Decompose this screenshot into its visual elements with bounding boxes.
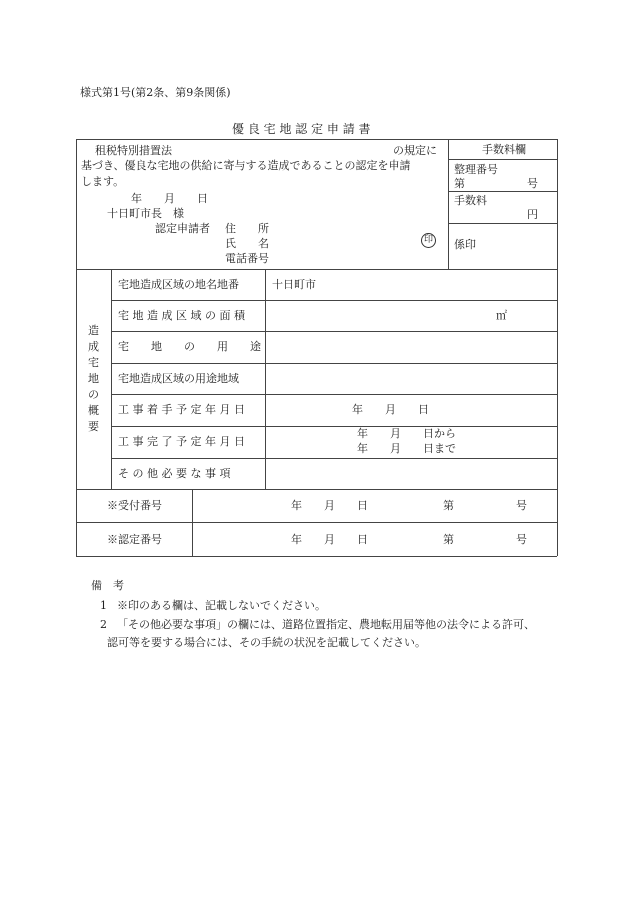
fee-box-header: 手数料欄 <box>482 143 526 156</box>
side-char: 造 <box>88 324 99 337</box>
side-char: 地 <box>88 372 99 385</box>
side-char: 要 <box>88 420 99 433</box>
note-text: 「その他必要な事項」の欄には、道路位置指定、農地転用届等他の法令による許可、 <box>117 618 535 631</box>
row-label-area: 宅 地 造 成 区 域 の 面 積 <box>118 309 245 322</box>
ref-number-go: 号 <box>527 177 538 190</box>
received-number-label: ※受付番号 <box>107 499 162 512</box>
row-value-end-until: 年 月 日まで <box>357 442 456 455</box>
ref-number-label: 整理番号 <box>454 163 498 176</box>
application-body-line1: 基づき、優良な宅地の供給に寄与する造成であることの認定を申請 <box>81 159 411 172</box>
note-num: 1 <box>100 599 107 612</box>
row-label-usage: 宅 地 の 用 途 <box>118 340 261 353</box>
application-date: 年 月 日 <box>131 192 208 205</box>
side-char: 概 <box>88 404 99 417</box>
form-title: 優 良 宅 地 認 定 申 請 書 <box>232 122 371 136</box>
applicant-label: 認定申請者 <box>155 222 210 235</box>
row-label-start-date: 工 事 着 手 予 定 年 月 日 <box>118 403 245 416</box>
row-label-other: そ の 他 必 要 な 事 項 <box>118 467 231 480</box>
fee-label: 手数料 <box>454 194 487 207</box>
application-body-line2: します。 <box>81 175 125 188</box>
seal-mark: 印 <box>421 233 436 248</box>
address-label: 住 所 <box>225 222 269 235</box>
side-char: 成 <box>88 340 99 353</box>
form-number: 様式第1号(第2条、第9条関係) <box>80 86 231 99</box>
row-value-end-from: 年 月 日から <box>357 427 456 440</box>
certified-date: 年 月 日 <box>291 533 368 546</box>
row-label-location: 宅地造成区域の地名地番 <box>118 278 239 291</box>
phone-label: 電話番号 <box>225 252 269 265</box>
note-text: ※印のある欄は、記載しないでください。 <box>117 599 326 612</box>
ref-number-dai: 第 <box>454 177 465 190</box>
side-char: の <box>88 388 99 401</box>
received-date: 年 月 日 <box>291 499 368 512</box>
addressee: 十日町市長 様 <box>107 207 184 220</box>
certified-number-label: ※認定番号 <box>107 533 162 546</box>
certified-dai: 第 <box>443 533 454 546</box>
row-label-zoning: 宅地造成区域の用途地域 <box>118 372 239 385</box>
row-label-end-date: 工 事 完 了 予 定 年 月 日 <box>118 435 245 448</box>
certified-go: 号 <box>516 533 527 546</box>
row-value-start-date: 年 月 日 <box>352 403 429 416</box>
side-char: 宅 <box>88 356 99 369</box>
notes-heading: 備 考 <box>91 579 124 592</box>
row-value-location: 十日町市 <box>272 278 316 291</box>
name-label: 氏 名 <box>225 237 269 250</box>
clerk-seal-label: 係印 <box>454 238 476 251</box>
law-suffix: の規定に <box>393 144 437 157</box>
fee-yen: 円 <box>527 208 538 221</box>
received-go: 号 <box>516 499 527 512</box>
row-unit-area: ㎡ <box>496 309 507 322</box>
note-num: 2 <box>100 618 107 631</box>
received-dai: 第 <box>443 499 454 512</box>
law-name: 租税特別措置法 <box>95 144 172 157</box>
note-text-continued: 認可等を要する場合には、その手続の状況を記載してください。 <box>107 636 426 649</box>
